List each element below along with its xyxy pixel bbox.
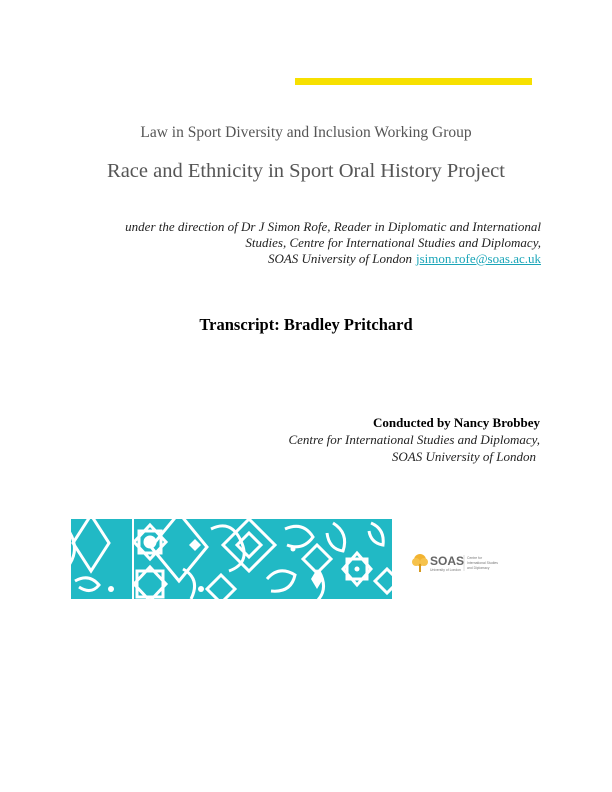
direction-line-1: under the direction of Dr J Simon Rofe, Reader in Diplomatic and International — [125, 219, 541, 234]
soas-logo — [412, 552, 532, 574]
email-link[interactable]: jsimon.rofe@soas.ac.uk — [416, 251, 541, 266]
conducted-institution-1: Centre for International Studies and Diplomacy, — [288, 432, 540, 447]
accent-bar — [295, 78, 532, 85]
logo-name: SOAS — [430, 554, 465, 568]
conducted-by: Conducted by Nancy Brobbey — [373, 415, 540, 430]
transcript-title: Transcript: Bradley Pritchard — [199, 315, 413, 334]
working-group-title: Law in Sport Diversity and Inclusion Working Group — [140, 124, 472, 141]
conducted-institution-2: SOAS University of London — [391, 449, 536, 464]
project-title: Race and Ethnicity in Sport Oral History Project — [107, 160, 505, 182]
logo-centre-line-3: and Diplomacy — [467, 566, 490, 570]
conducted-block — [140, 414, 540, 465]
direction-institution: SOAS University of London — [267, 251, 413, 266]
logo-university: University of London — [430, 568, 461, 572]
direction-line-3 — [71, 251, 541, 267]
tree-icon — [412, 554, 428, 572]
direction-block — [71, 219, 541, 267]
decorative-pattern-banner — [71, 519, 392, 599]
logo-centre-line-1: Centre for — [467, 556, 483, 560]
direction-line-2: Studies, Centre for International Studies and Diplomacy, — [245, 235, 541, 250]
logo-centre-line-2: International Studies — [467, 561, 498, 565]
